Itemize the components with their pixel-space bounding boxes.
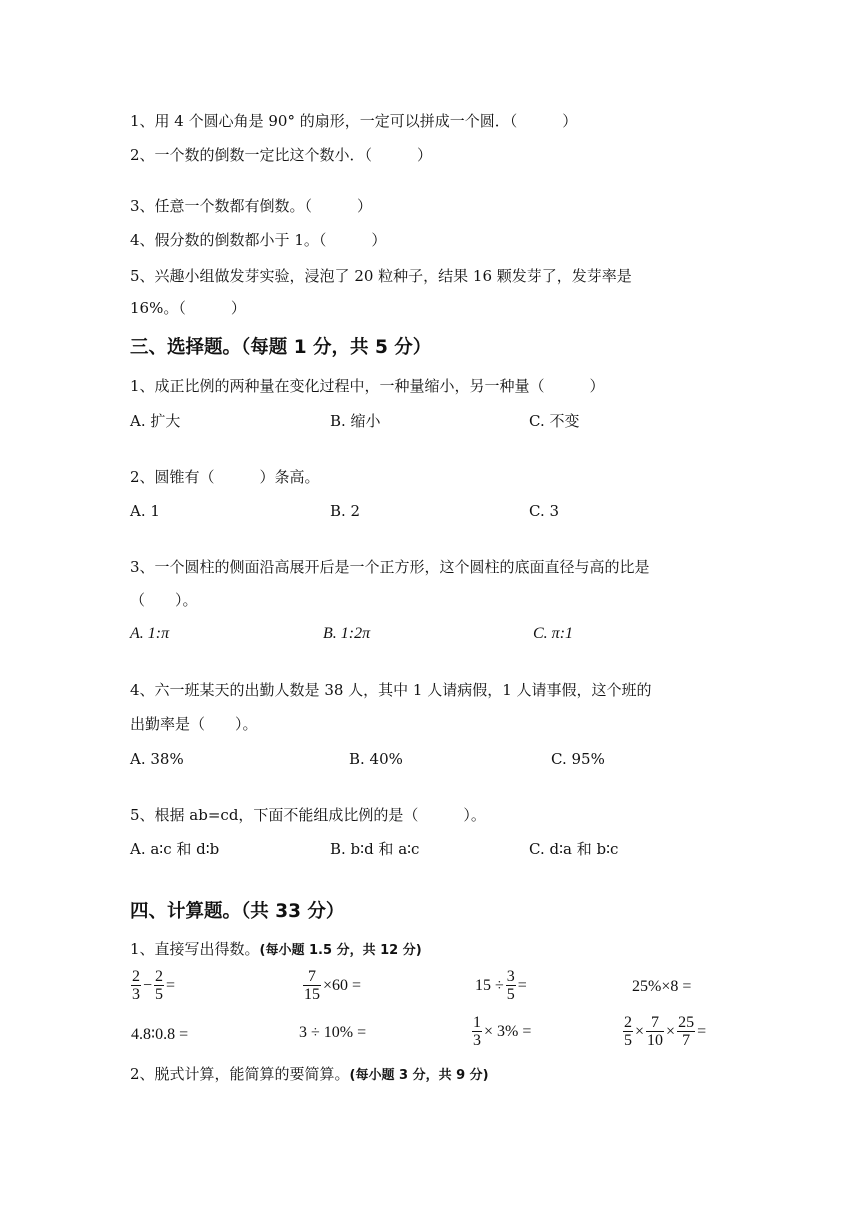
judge-item-4: 4、假分数的倒数都小于 1。（ ） [130, 231, 387, 249]
judge-item-1: 1、用 4 个圆心角是 90° 的扇形，一定可以拼成一个圆．（ ） [130, 112, 578, 130]
q3-stem: 3、一个圆柱的侧面沿高展开后是一个正方形，这个圆柱的底面直径与高的比是 [130, 558, 650, 576]
sub2-label: 2、脱式计算，能简算的要简算。 [130, 1065, 350, 1083]
q4-option-c: C. 95% [551, 750, 605, 768]
q2-option-a: A. 1 [130, 502, 160, 520]
q5-option-b: B. b∶d 和 a∶c [330, 840, 420, 858]
q5-option-a: A. a∶c 和 d∶b [130, 840, 220, 858]
q5-stem: 5、根据 ab=cd，下面不能组成比例的是（ ）。 [130, 806, 486, 824]
sub2-note: (每小题 3 分，共 9 分) [349, 1068, 489, 1083]
expr-4: 25%×8 = [632, 978, 692, 995]
expr-6: 3 ÷ 10% = [299, 1024, 367, 1041]
q4-option-a: A. 38% [130, 750, 184, 768]
q1-option-c: C. 不变 [529, 412, 580, 430]
sub2-heading [130, 1064, 489, 1086]
q5-option-c: C. d∶a 和 b∶c [529, 840, 619, 858]
q3-option-a: A. 1:π [130, 625, 170, 642]
expr-3: 15 ÷ $\frac{3}{5}$ = [475, 968, 527, 1003]
judge-item-3: 3、任意一个数都有倒数。（ ） [130, 197, 373, 215]
q3-stem-cont: （ ）。 [130, 591, 198, 609]
judge-item-5-cont: 16%。（ ） [130, 299, 246, 317]
q1-option-a: A. 扩大 [130, 412, 181, 430]
expr-1: $\frac{2}{3}$ − $\frac{2}{5}$ = [132, 968, 176, 1003]
q2-option-c: C. 3 [529, 502, 560, 520]
judge-item-5: 5、兴趣小组做发芽实验，浸泡了 20 粒种子，结果 16 颗发芽了，发芽率是 [130, 267, 632, 285]
section4-title: 四、计算题。（共 33 分） [130, 901, 345, 922]
section3-title: 三、选择题。（每题 1 分，共 5 分） [130, 337, 432, 358]
q1-stem: 1、成正比例的两种量在变化过程中，一种量缩小，另一种量（ ） [130, 377, 605, 395]
q4-stem-cont: 出勤率是（ ）。 [130, 715, 258, 733]
judge-item-2: 2、一个数的倒数一定比这个数小．（ ） [130, 146, 433, 164]
sub1-heading [130, 939, 422, 961]
q3-option-c: C. π:1 [533, 625, 574, 642]
expr-2: $\frac{7}{15}$ ×60 = [304, 968, 362, 1003]
q3-option-b: B. 1:2π [323, 625, 371, 642]
q2-option-b: B. 2 [330, 502, 361, 520]
expr-5: 4.8∶0.8 = [131, 1026, 189, 1043]
q4-stem: 4、六一班某天的出勤人数是 38 人，其中 1 人请病假，1 人请事假，这个班的 [130, 681, 652, 699]
q1-option-b: B. 缩小 [330, 412, 381, 430]
expr-8: $\frac{2}{5}$ × $\frac{7}{10}$ × $\frac{25}{7}$ = [624, 1014, 707, 1049]
sub1-note: (每小题 1.5 分，共 12 分) [259, 943, 422, 958]
sub1-label: 1、直接写出得数。 [130, 940, 260, 958]
q4-option-b: B. 40% [349, 750, 403, 768]
q2-stem: 2、圆锥有（ ）条高。 [130, 468, 320, 486]
expr-7: $\frac{1}{3}$ × 3% = [473, 1014, 532, 1049]
